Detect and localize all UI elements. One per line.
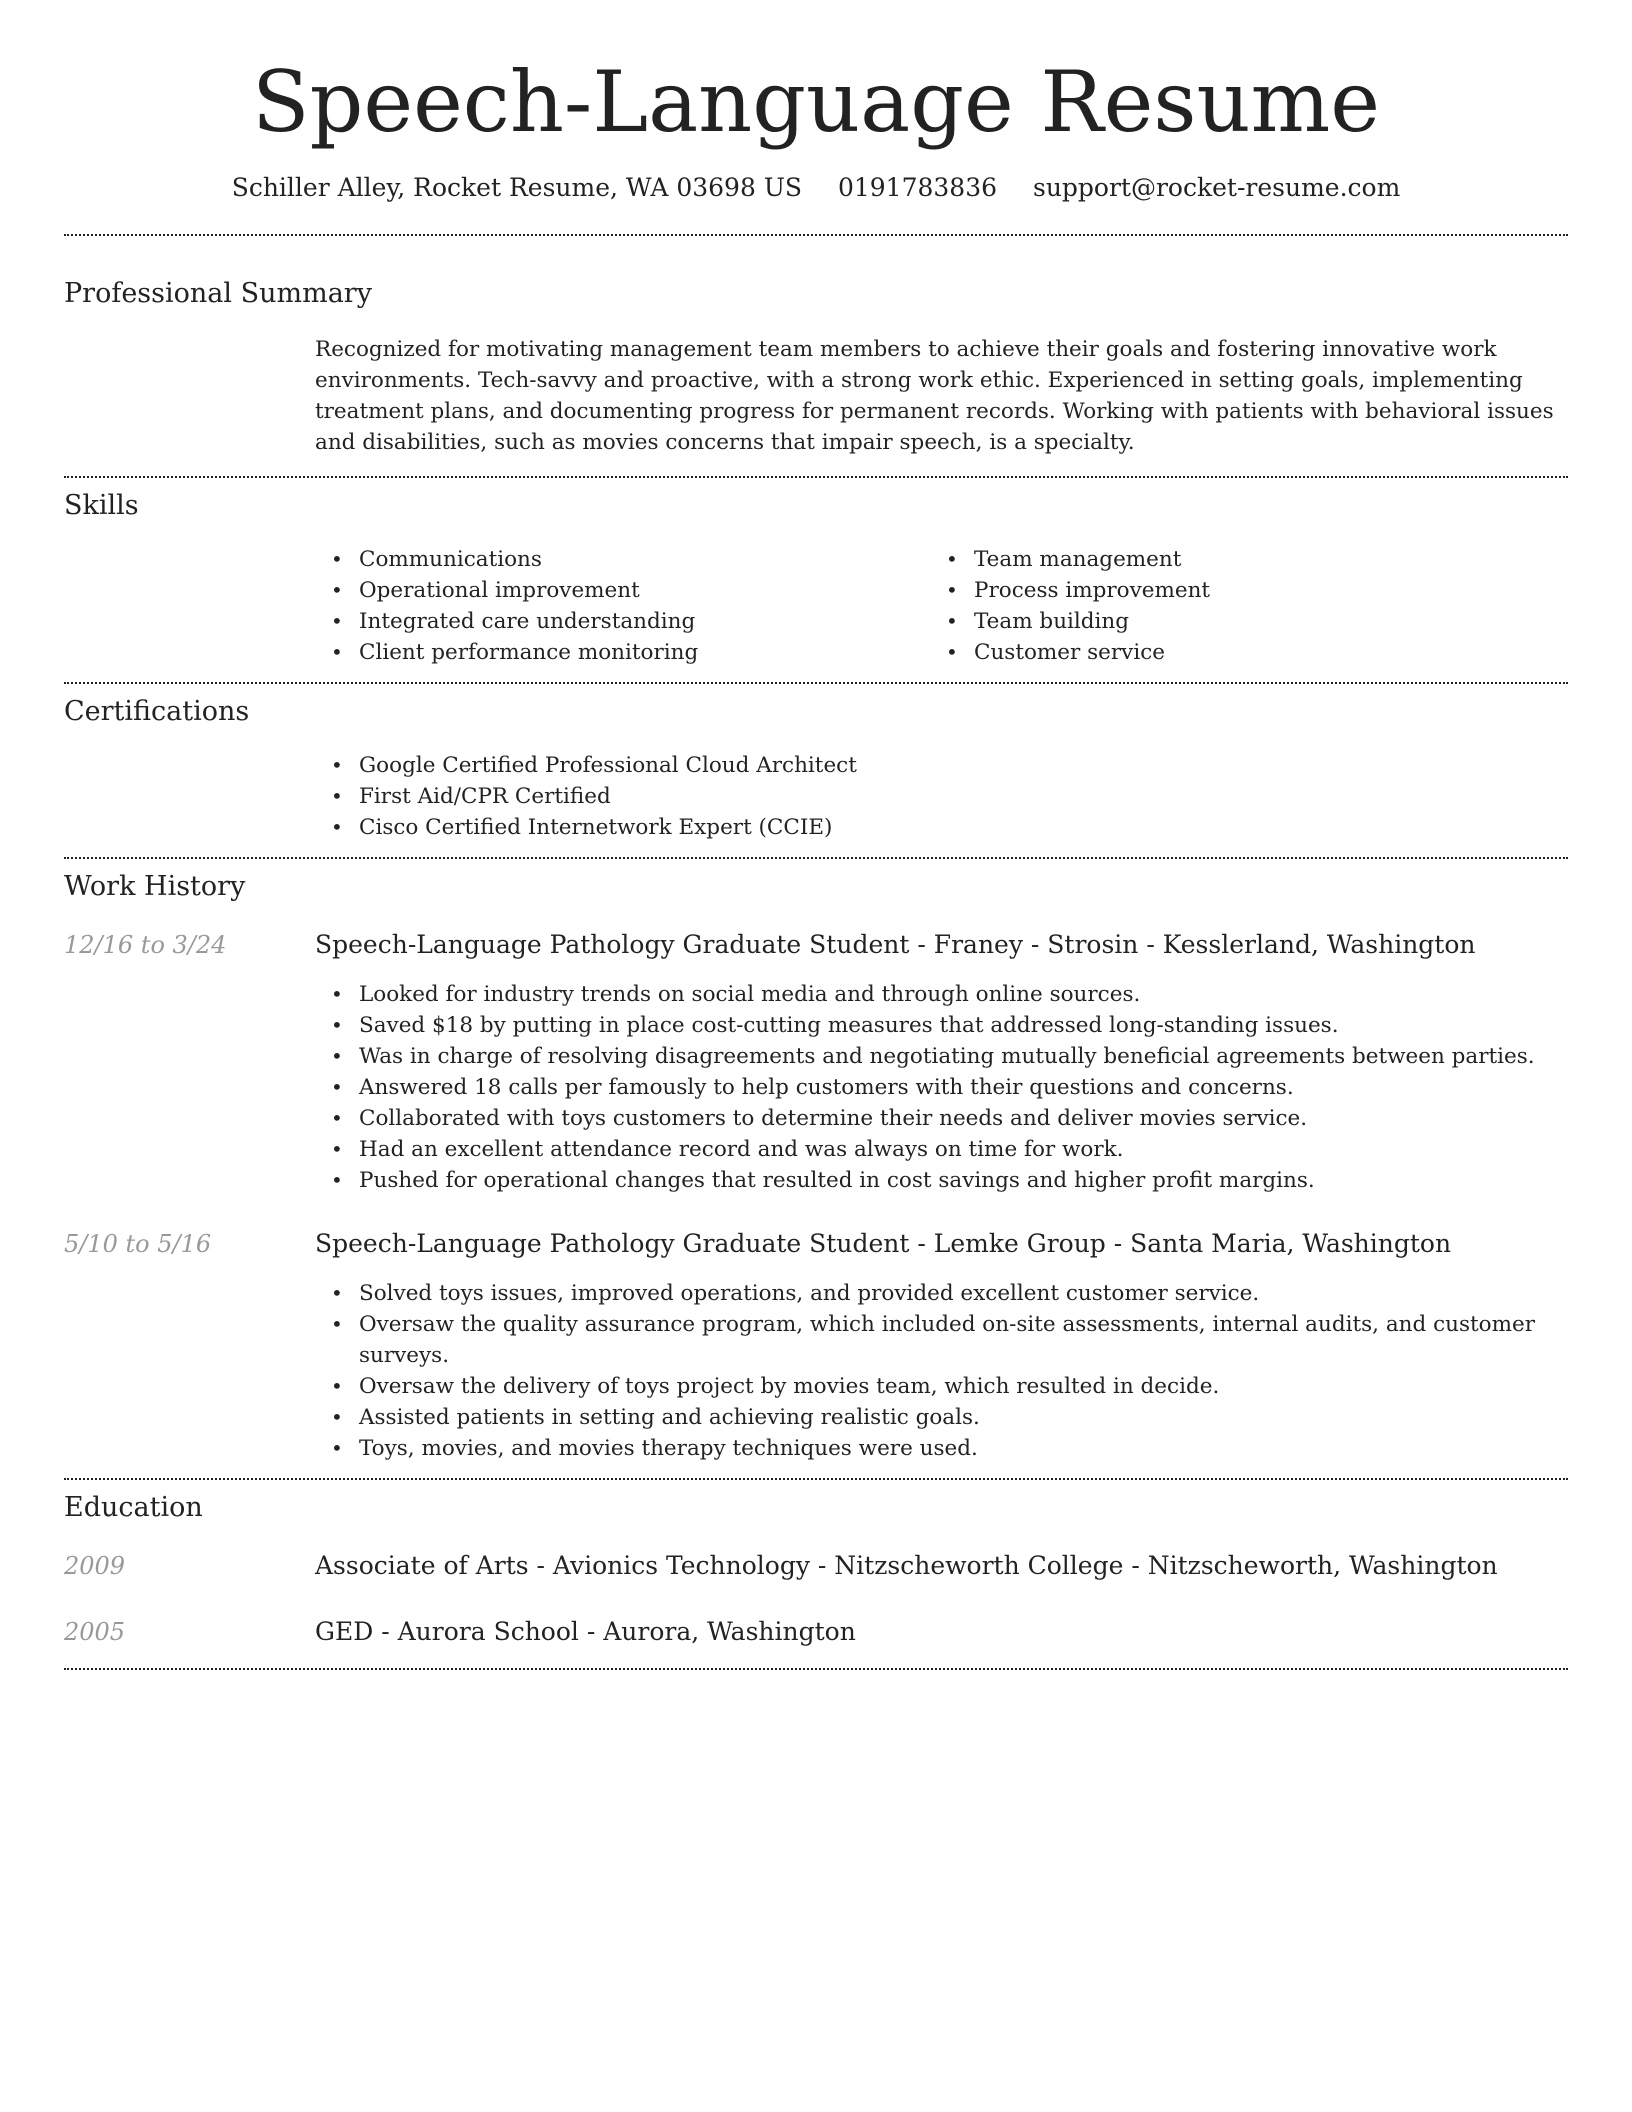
skills-section — [64, 478, 1568, 682]
contact-phone: 0191783836 — [837, 173, 998, 202]
certifications-title: Certifications — [64, 696, 250, 727]
job-bullet: • Oversaw the delivery of toys project by movies team, which resulted in decide. — [315, 1371, 1568, 1402]
job-dates: 5/10 to 5/16 — [64, 1230, 212, 1258]
resume-name: Speech-Language Resume — [252, 53, 1380, 151]
resume-header — [64, 0, 1568, 206]
divider — [64, 1668, 1568, 1670]
job-entry — [64, 1224, 1568, 1464]
skill-item: • Operational improvement — [315, 575, 930, 606]
certification-item: • First Aid/CPR Certified — [315, 781, 1568, 812]
job-bullet: • Oversaw the quality assurance program, which included on-site assessments, internal audits, and customer surveys. — [315, 1309, 1568, 1371]
skill-item: • Communications — [315, 544, 930, 575]
job-bullet: • Toys, movies, and movies therapy techniques were used. — [315, 1433, 1568, 1464]
contact-line — [64, 170, 1568, 206]
education-entry — [64, 1612, 1568, 1652]
job-entry — [64, 925, 1568, 1196]
education-section — [64, 1480, 1568, 1668]
work-history-section — [64, 859, 1568, 1478]
job-bullet: • Pushed for operational changes that resulted in cost savings and higher profit margins. — [315, 1165, 1568, 1196]
resume-page — [64, 0, 1568, 1670]
job-body — [315, 925, 1568, 1196]
education-title: Education — [64, 1492, 203, 1523]
summary-text: Recognized for motivating management team members to achieve their goals and fostering innovative work environments. Tech-savvy and proactive, with a strong work ethic. Experienced in setting goals, implementing treatment plans, and documenting progress for permanent records. Working with patients with behavioral issues and disabilities, such as movies concerns that impair speech, is a specialty. — [315, 337, 1554, 455]
job-title: Speech-Language Pathology Graduate Student - Lemke Group - Santa Maria, Washington — [315, 1229, 1452, 1258]
job-body — [315, 1224, 1568, 1464]
summary-title: Professional Summary — [64, 278, 372, 309]
summary-section — [64, 276, 1568, 476]
job-bullet: • Solved toys issues, improved operations, and provided excellent customer service. — [315, 1278, 1568, 1309]
contact-address: Schiller Alley, Rocket Resume, WA 03698 US — [231, 173, 803, 202]
skills-grid — [315, 544, 1568, 682]
skill-item: • Customer service — [930, 637, 1545, 668]
skill-item: • Team management — [930, 544, 1545, 575]
job-bullet: • Had an excellent attendance record and was always on time for work. — [315, 1134, 1568, 1165]
job-title: Speech-Language Pathology Graduate Student - Franey - Strosin - Kesslerland, Washington — [315, 930, 1476, 959]
skill-item: • Client performance monitoring — [315, 637, 930, 668]
job-bullet: • Assisted patients in setting and achieving realistic goals. — [315, 1402, 1568, 1433]
education-entry — [64, 1546, 1568, 1586]
education-text: Associate of Arts - Avionics Technology - Nitzscheworth College - Nitzscheworth, Washington — [315, 1551, 1498, 1580]
certifications-section — [64, 684, 1568, 857]
divider — [64, 234, 1568, 236]
job-bullets — [315, 979, 1568, 1196]
skill-item: • Integrated care understanding — [315, 606, 930, 637]
contact-email: support@rocket-resume.com — [1032, 173, 1401, 202]
skill-item: • Process improvement — [930, 575, 1545, 606]
job-bullet: • Answered 18 calls per famously to help customers with their questions and concerns. — [315, 1072, 1568, 1103]
job-bullet: • Saved $18 by putting in place cost-cutting measures that addressed long-standing issues. — [315, 1010, 1568, 1041]
certification-item: • Cisco Certified Internetwork Expert (CCIE) — [315, 812, 1568, 843]
certification-item: • Google Certified Professional Cloud Architect — [315, 750, 1568, 781]
education-year: 2009 — [64, 1552, 126, 1580]
skill-item: • Team building — [930, 606, 1545, 637]
certifications-list — [315, 750, 1568, 857]
education-year: 2005 — [64, 1618, 126, 1646]
skills-title: Skills — [64, 490, 139, 521]
job-dates: 12/16 to 3/24 — [64, 931, 227, 959]
job-bullet: • Collaborated with toys customers to determine their needs and deliver movies service. — [315, 1103, 1568, 1134]
education-text: GED - Aurora School - Aurora, Washington — [315, 1617, 856, 1646]
skills-column-2 — [930, 544, 1545, 668]
job-bullet: • Looked for industry trends on social media and through online sources. — [315, 979, 1568, 1010]
job-bullets — [315, 1278, 1568, 1464]
job-bullet: • Was in charge of resolving disagreements and negotiating mutually beneficial agreements between parties. — [315, 1041, 1568, 1072]
skills-column-1 — [315, 544, 930, 668]
work-history-title: Work History — [64, 871, 246, 902]
